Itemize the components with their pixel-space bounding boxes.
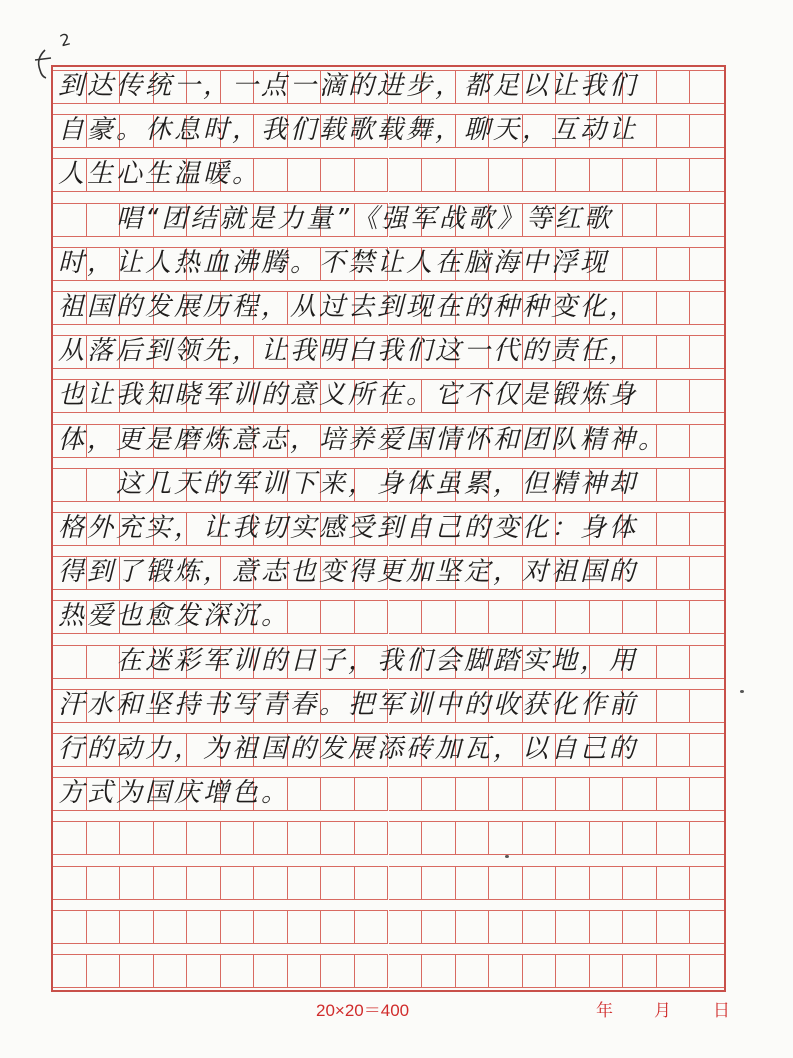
page-number: 2 [58,29,73,51]
date-day-label: 日 [713,1001,730,1021]
text-line: 自豪。休息时，我们载歌载舞，聊天，互动让 [58,115,639,146]
text-line: 方式为国庆增色。 [58,778,291,809]
text-line: 体，更是磨炼意志，培养爱国情怀和团队精神。 [58,424,668,455]
text-line: 行的动力，为祖国的发展添砖加瓦，以自己的 [58,734,639,764]
text-line: 在迷彩军训的日子，我们会脚踏实地，用 [58,645,639,676]
text-line: 热爱也愈发深沉。 [58,601,291,632]
date-month-label: 月 [654,1001,671,1021]
text-line: 人生心生温暖。 [58,159,262,190]
text-line: 这几天的军训下来，身体虽累，但精神却 [58,468,639,499]
text-line [58,953,718,987]
text-line: 汗水和坚持书写青春。把军训中的收获化作前 [58,689,639,720]
text-line: 唱“团结就是力量”《强军战歌》等红歌 [58,203,613,234]
text-line: 格外充实，让我切实感受到自己的变化：身体 [58,513,639,543]
text-line: 也让我知晓军训的意义所在。它不仅是锻炼身 [58,380,639,411]
text-line: 祖国的发展历程，从过去到现在的种种变化， [58,292,639,322]
text-line: 从落后到领先，让我明白我们这一代的责任， [58,336,639,367]
ink-dot [505,855,509,858]
text-line: 到达传统一，一点一滴的进步，都足以让我们 [58,71,639,101]
text-line: 时，让人热血沸腾。不禁让人在脑海中浮现 [58,247,610,278]
text-line [58,909,718,943]
text-line [58,865,718,899]
grid-capacity-label: 20×20＝400 [316,1001,410,1020]
text-line [58,820,718,854]
date-year-label: 年 [596,1001,613,1021]
ink-dot [740,690,744,693]
text-line: 得到了锻炼，意志也变得更加坚定，对祖国的 [58,557,639,588]
